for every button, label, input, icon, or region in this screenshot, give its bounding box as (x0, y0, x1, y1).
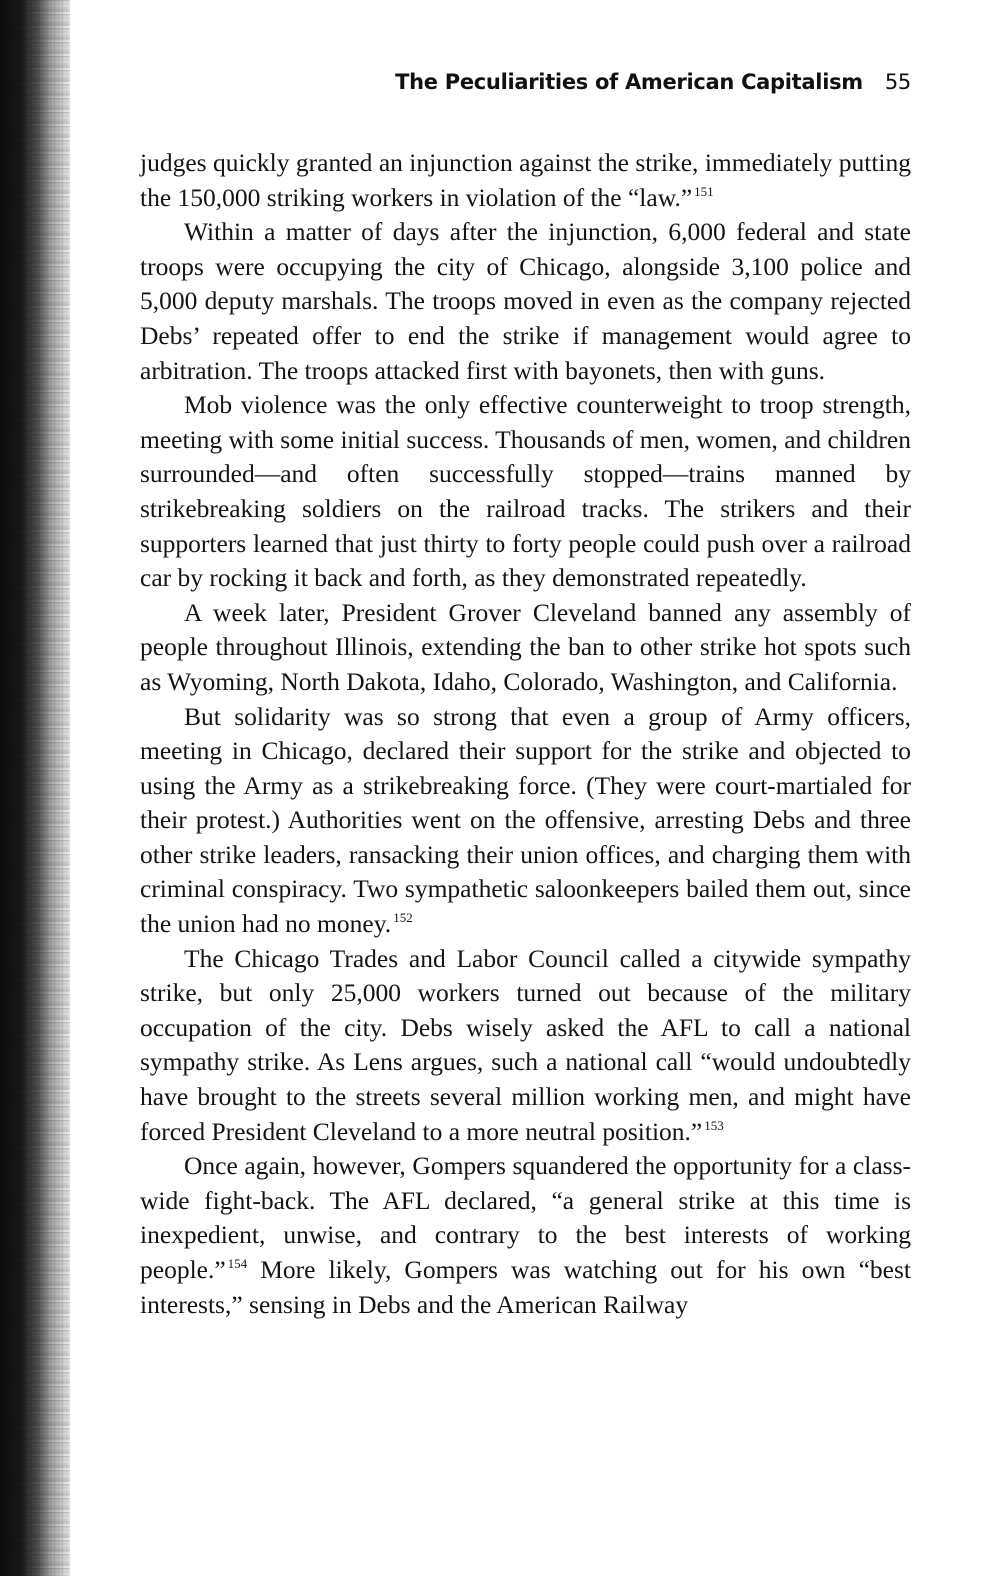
body-text (140, 146, 911, 1322)
footnote-marker: 152 (393, 910, 413, 926)
paragraph (140, 146, 911, 215)
paragraph-text: But solidarity was so strong that even a group of Army officers, meeting in Chicago, declared their support for the strike and objected to using the Army as a strikebreaking force. (They were court-martialed for their protest.) Authorities went on the offensive, arresting Debs and three other strike leaders, ransacking their union offices, and charging them with criminal conspiracy. Two sympathetic saloonkeepers bailed them out, since the union had no money. (140, 701, 911, 939)
paragraph (140, 388, 911, 596)
paragraph (140, 596, 911, 700)
paragraph-text: Once again, however, Gompers squandered the opportunity for a class-wide fight-back. The AFL declared, “a general strike at this time is inexpedient, unwise, and contrary to the best interests of working people.” (140, 1151, 911, 1284)
paragraph (140, 215, 911, 388)
paragraph (140, 1149, 911, 1322)
footnote-marker: 151 (694, 183, 714, 199)
scan-binding-texture (30, 0, 70, 1576)
running-head (140, 70, 911, 94)
page-number: 55 (884, 70, 911, 94)
paragraph (140, 700, 911, 942)
footnote-marker: 154 (227, 1256, 248, 1271)
footnote-marker: 153 (704, 1117, 724, 1133)
paragraph-text: Mob violence was the only effective counterweight to troop strength, meeting with some initial success. Thousands of men, women, and children surrounded—and often successfully stopped—trains manned by strikebreaking soldiers on the railroad tracks. The strikers and their supporters learned that just thirty to forty people could push over a railroad car by rocking it back and forth, as they demonstrated repeatedly. (140, 390, 911, 593)
paragraph (140, 942, 911, 1150)
paragraph-text: The Chicago Trades and Labor Council called a citywide sympathy strike, but only 25,000 workers turned out because of the military occupation of the city. Debs wisely asked the AFL to call a national sympathy strike. As Lens argues, such a national call “would undoubtedly have brought to the streets several million working men, and might have forced President Cleveland to a more neutral position.” (140, 943, 911, 1146)
paragraph-text: More likely, Gompers was watching out for his own “best interests,” sensing in Debs and the American Railway (140, 1255, 911, 1319)
paragraph-text: Within a matter of days after the injunction, 6,000 federal and state troops were occupying the city of Chicago, alongside 3,100 police and 5,000 deputy marshals. The troops moved in even as the company rejected Debs’ repeated offer to end the strike if management would agree to arbitration. The troops attacked first with bayonets, then with guns. (140, 217, 911, 385)
paragraph-text: judges quickly granted an injunction against the strike, immediately putting the 150,000 striking workers in violation of the “law.” (140, 148, 911, 212)
running-title: The Peculiarities of American Capitalism (395, 70, 863, 94)
paragraph-text: A week later, President Grover Cleveland banned any assembly of people throughout Illinois, extending the ban to other strike hot spots such as Wyoming, North Dakota, Idaho, Colorado, Washington, and California. (140, 597, 911, 696)
